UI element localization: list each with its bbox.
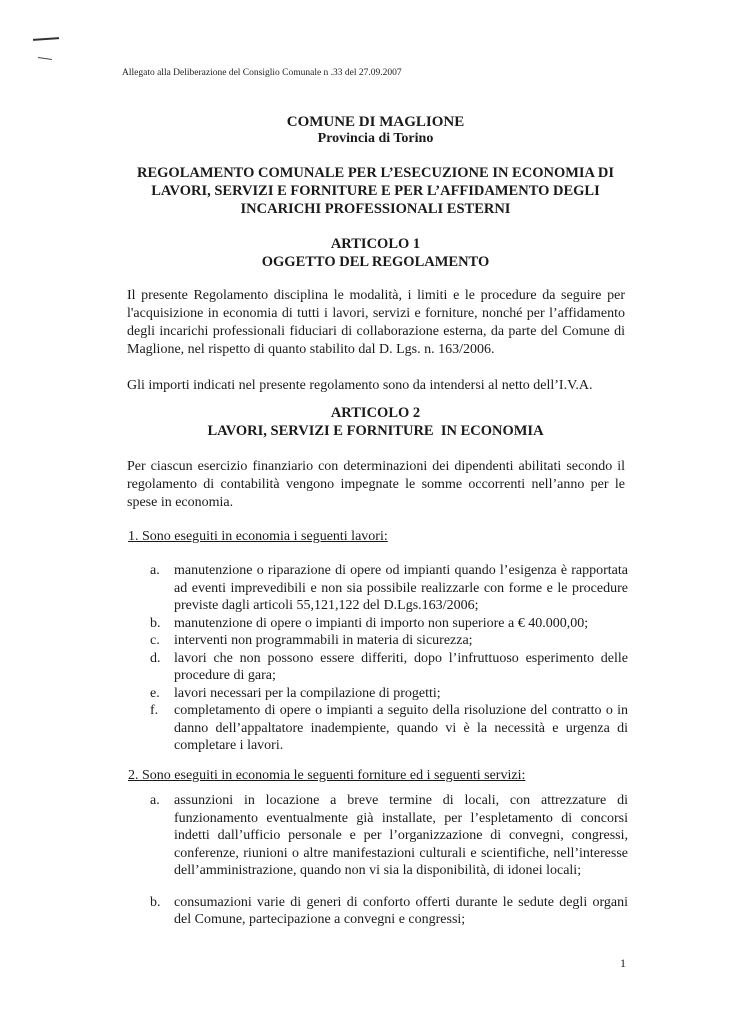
regulation-title: REGOLAMENTO COMUNALE PER L’ESECUZIONE IN ECONOMIA DI LAVORI, SERVIZI E FORNITURE E PER L’AFFIDAMENTO DEGLI INCARICHI PROFESSIONALI ESTERNI — [137, 165, 614, 217]
list-item-text: lavori necessari per la compilazione di progetti; — [174, 685, 441, 701]
list-marker: e. — [150, 685, 160, 701]
list-marker: a. — [150, 563, 160, 578]
list-marker: b. — [150, 894, 161, 910]
article-2-paragraph: Per ciascun esercizio finanziario con determinazioni dei dipendenti abilitati secondo il regolamento di contabilità vengono impegnate le somme occorrenti nell’anno per le spese in economia. — [127, 459, 625, 510]
scan-mark — [38, 57, 52, 60]
list-item — [150, 685, 628, 703]
article-2-heading: ARTICOLO 2 — [330, 405, 421, 421]
list-marker: a. — [150, 793, 160, 808]
list-item — [150, 650, 628, 685]
article-2-header — [100, 404, 651, 440]
list-marker: c. — [150, 633, 160, 648]
list-item-text: manutenzione o riparazione di opere od impianti quando l’esigenza è rapportata ad eventi imprevedibili e non sia possibile realizzarle con forme e le procedure previste dagli articoli 55,121,122 del D.Lgs.163/2006; — [174, 563, 628, 613]
section-2-list — [150, 792, 628, 929]
article-1-header — [100, 235, 651, 271]
list-item — [150, 702, 628, 755]
list-item-text: interventi non programmabili in materia di sicurezza; — [174, 633, 473, 648]
section-1-title: 1. Sono eseguiti in economia i seguenti lavori: — [128, 529, 388, 544]
header-note: Allegato alla Deliberazione del Consiglio Comunale n .33 del 27.09.2007 — [122, 68, 402, 78]
article-2-subheading: LAVORI, SERVIZI E FORNITURE IN ECONOMIA — [207, 423, 544, 439]
list-item-text: consumazioni varie di generi di conforto offerti durante le sedute degli organi del Comune, partecipazione a convegni e congressi; — [174, 894, 628, 927]
section-1-list — [150, 562, 628, 755]
article-1-note: Gli importi indicati nel presente regolamento sono da intendersi al netto dell’I.V.A. — [127, 378, 593, 393]
list-item — [150, 632, 628, 650]
list-item-text: lavori che non possono essere differiti, dopo l’infruttuoso esperimento delle procedure di gara; — [174, 650, 628, 683]
article-1-paragraph: Il presente Regolamento disciplina le modalità, i limiti e le procedure da seguire per l'acquisizione in economia di tutti i lavori, servizi e forniture, nonché per l’affidamento degli incarichi professionali fiduciari di collaborazione esterna, da parte del Comune di Maglione, nel rispetto di quanto stabilito dal D. Lgs. n. 163/2006. — [127, 288, 625, 357]
list-item — [150, 792, 628, 880]
list-marker: f. — [150, 703, 159, 718]
list-item — [150, 562, 628, 615]
town-name: COMUNE DI MAGLIONE — [286, 114, 465, 130]
list-item-text: manutenzione di opere o impianti di importo non superiore a € 40.000,00; — [174, 615, 589, 631]
list-item — [150, 615, 628, 633]
scan-mark — [33, 37, 59, 41]
article-1-heading: ARTICOLO 1 — [330, 236, 421, 252]
list-marker: b. — [150, 615, 161, 631]
section-2-title: 2. Sono eseguiti in economia le seguenti forniture ed i seguenti servizi: — [128, 768, 526, 783]
article-1-subheading: OGGETTO DEL REGOLAMENTO — [261, 254, 490, 270]
list-item-text: completamento di opere o impianti a seguito della risoluzione del contratto o in danno dell’appaltatore inadempiente, quando vi è la necessità e urgenza di completare i lavori. — [174, 703, 628, 753]
list-marker: d. — [150, 650, 161, 666]
province-name: Provincia di Torino — [317, 131, 434, 146]
page-number: 1 — [620, 956, 626, 970]
list-item — [150, 894, 628, 929]
list-item-text: assunzioni in locazione a breve termine di locali, con attrezzature di funzionamento eventualmente già installate, per l’espletamento di concorsi indetti dall’ufficio personale e per l’organizzazione di convegni, congressi, conferenze, riunioni o altre manifestazioni culturali e scientifiche, nell’interesse dell’amministrazione, quando non vi sia la disponibilità, di idonei locali; — [174, 793, 628, 878]
